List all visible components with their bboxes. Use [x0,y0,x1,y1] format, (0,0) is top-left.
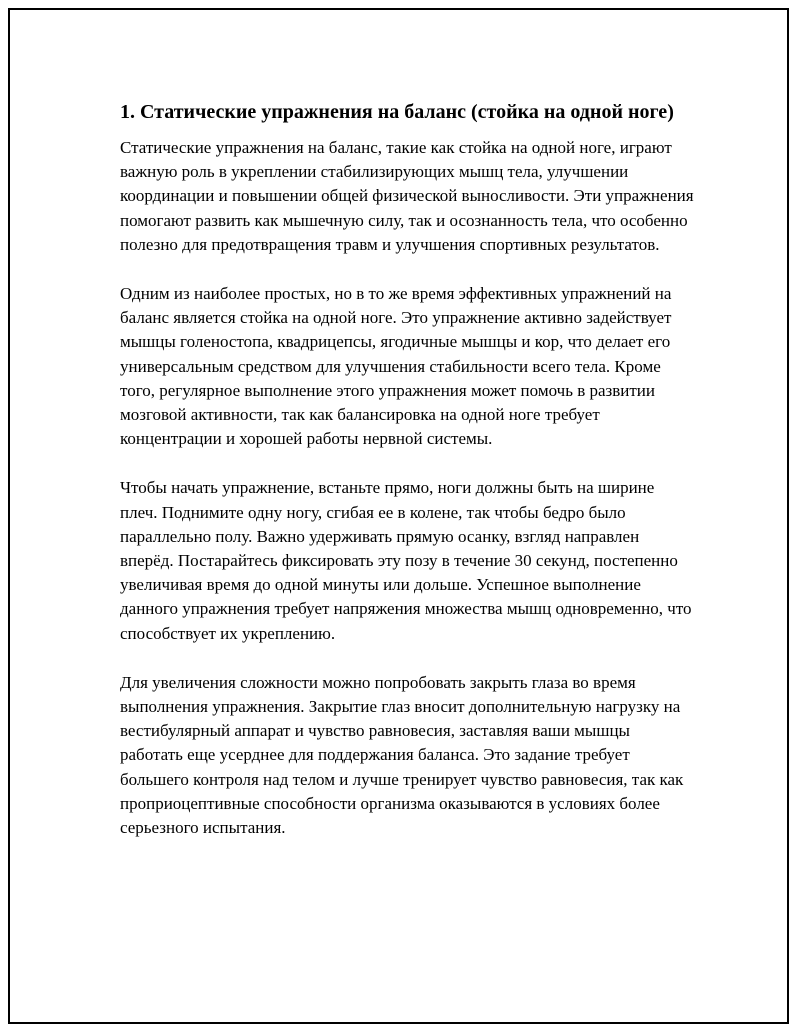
paragraph-single-leg-stance: Одним из наиболее простых, но в то же время эффективных упражнений на баланс является стойка на одной ноге. Это упражнение активно задействует мышцы голеностопа, квадрицепсы, ягодичные мышцы и кор, что делает его универсальным средством для улучшения стабильности всего тела. Кроме того, регулярное выполнение этого упражнения может помочь в развитии мозговой активности, так как балансировка на одной ноге требует концентрации и хорошей работы нервной системы. [120,284,672,449]
paragraph-advanced: Для увеличения сложности можно попробовать закрыть глаза во время выполнения упражнения. Закрытие глаз вносит дополнительную нагрузку на вестибулярный аппарат и чувство равновесия, заставляя ваши мышцы работать еще усерднее для поддержания баланса. Это задание требует большего контроля над телом и лучше тренирует чувство равновесия, так как проприоцептивные способности организма оказываются в условиях более серьезного испытания. [120,672,684,838]
paragraph-technique: Чтобы начать упражнение, встаньте прямо, ноги должны быть на ширине плеч. Поднимите одну ногу, сгибая ее в колене, так чтобы бедро было параллельно полу. Важно удерживать прямую осанку, взгляд направлен вперёд. Постарайтесь фиксировать эту позу в течение 30 секунд, постепенно увеличивая время до одной минуты или дольше. Успешное выполнение данного упражнения требует напряжения множества мышц одновременно, что способствует их укреплению. [120,478,692,643]
paragraph-intro: Статические упражнения на баланс, такие как стойка на одной ноге, играют важную роль в укреплении стабилизирующих мышц тела, улучшении координации и повышении общей физической выносливости. Эти упражнения помогают развить как мышечную силу, так и осознанность тела, что особенно полезно для предотвращения травм и улучшения спортивных результатов. [120,138,694,254]
section-title: 1. Статические упражнения на баланс (стойка на одной ноге) [120,101,674,123]
page-frame [8,8,789,1024]
document-content [120,98,695,865]
